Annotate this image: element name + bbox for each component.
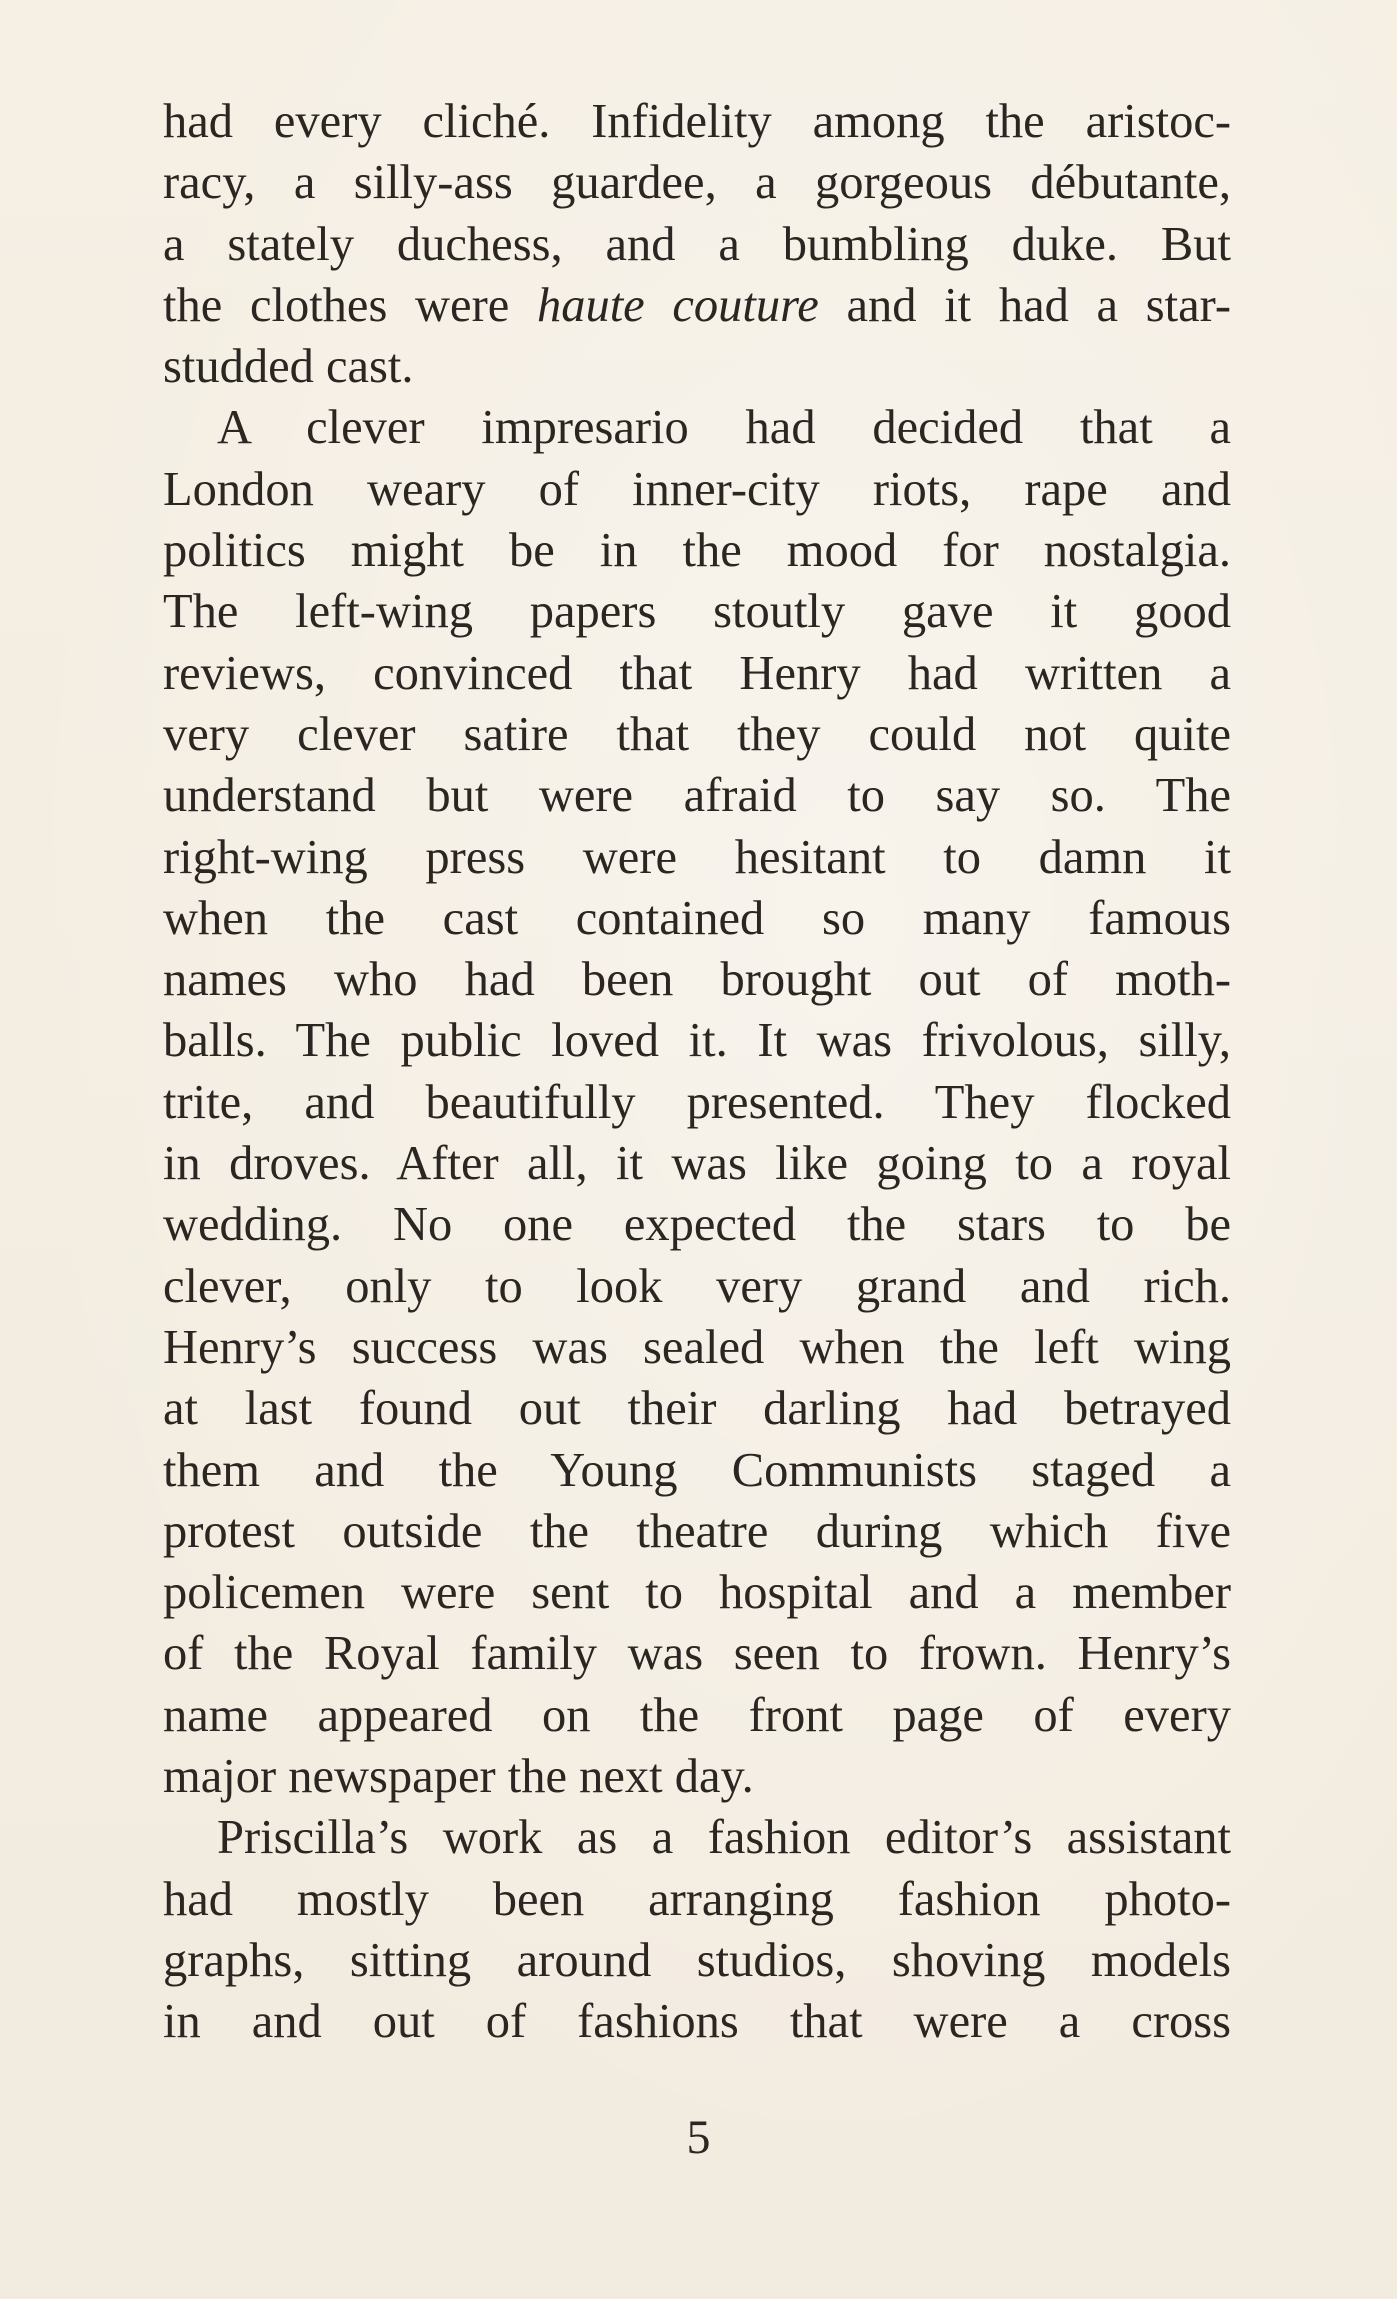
text-line: reviews, convinced that Henry had written a <box>163 646 1231 700</box>
text-line: Priscilla’s work as a fashion editor’s assistant <box>217 1811 1231 1865</box>
text-line: when the cast contained so many famous <box>163 891 1231 945</box>
text-line: London weary of inner-city riots, rape and <box>163 462 1231 516</box>
paragraph <box>163 397 1231 1807</box>
paragraph <box>163 91 1231 397</box>
text-run: the clothes were <box>163 278 537 332</box>
text-line: wedding. No one expected the stars to be <box>163 1198 1231 1252</box>
text-line: politics might be in the mood for nostalgia. <box>163 524 1231 578</box>
text-line: a stately duchess, and a bumbling duke. But <box>163 217 1231 271</box>
text-line: of the Royal family was seen to frown. Henry’s <box>163 1627 1231 1681</box>
italic-phrase: haute couture <box>536 278 819 332</box>
body-text <box>163 91 1231 2053</box>
text-line: balls. The public loved it. It was frivolous, silly, <box>163 1014 1231 1068</box>
text-line: names who had been brought out of moth- <box>163 953 1231 1007</box>
text-line: major newspaper the next day. <box>163 1750 754 1804</box>
text-line: protest outside the theatre during which five <box>163 1504 1231 1558</box>
text-line: The left-wing papers stoutly gave it good <box>163 585 1231 639</box>
text-line: name appeared on the front page of every <box>163 1688 1231 1742</box>
text-line: A clever impresario had decided that a <box>217 401 1231 455</box>
text-run: and it had a star- <box>818 278 1231 332</box>
text-line: had mostly been arranging fashion photo- <box>163 1872 1231 1926</box>
text-line: them and the Young Communists staged a <box>163 1443 1231 1497</box>
text-line: had every cliché. Infidelity among the aristoc- <box>163 95 1231 148</box>
text-line: right-wing press were hesitant to damn it <box>163 830 1231 884</box>
text-line: clever, only to look very grand and rich. <box>163 1259 1231 1313</box>
text-line: at last found out their darling had betrayed <box>163 1382 1231 1436</box>
text-line <box>163 275 1231 336</box>
text-line: racy, a silly-ass guardee, a gorgeous débutante, <box>163 156 1231 210</box>
text-line: studded cast. <box>163 340 414 394</box>
text-line: Henry’s success was sealed when the left wing <box>163 1320 1231 1374</box>
text-line: in and out of fashions that were a cross <box>163 1995 1231 2049</box>
text-line: graphs, sitting around studios, shoving models <box>163 1933 1231 1987</box>
text-line: policemen were sent to hospital and a member <box>163 1566 1231 1620</box>
text-line: understand but were afraid to say so. The <box>163 769 1231 823</box>
page-number: 5 <box>686 2111 711 2164</box>
text-line: very clever satire that they could not quite <box>163 707 1231 761</box>
text-line: trite, and beautifully presented. They flocked <box>163 1075 1231 1129</box>
text-line: in droves. After all, it was like going to a royal <box>163 1137 1231 1191</box>
paragraph <box>163 1807 1231 2052</box>
